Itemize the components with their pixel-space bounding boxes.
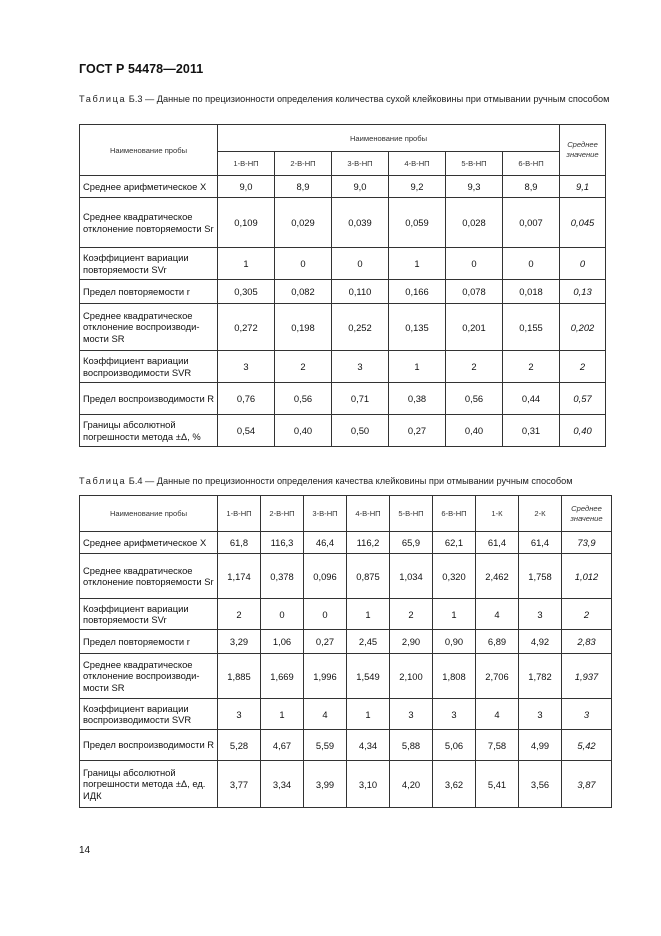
column-header: 3-В-НП (304, 496, 347, 532)
table-cell: 3 (433, 699, 476, 730)
table-cell: 46,4 (304, 532, 347, 554)
average-cell: 2,83 (562, 630, 612, 654)
row-label: Среднее арифметическое X (80, 532, 218, 554)
table-cell: 0,76 (218, 383, 275, 415)
table-row (80, 599, 612, 630)
average-cell: 1,937 (562, 654, 612, 699)
row-label: Границы абсолютной погрешности метода ±Δ, % (80, 415, 218, 447)
table-cell: 0,039 (332, 198, 389, 248)
column-header: 1-В-НП (218, 496, 261, 532)
table-cell: 2,90 (390, 630, 433, 654)
column-header: 5-В-НП (390, 496, 433, 532)
table-cell: 0,155 (503, 304, 560, 351)
column-header: 2-В-НП (275, 152, 332, 176)
table-cell: 0 (275, 248, 332, 280)
table-cell: 0,028 (446, 198, 503, 248)
table-cell: 5,06 (433, 730, 476, 761)
table-cell: 0,059 (389, 198, 446, 248)
row-label: Предел повторяемости r (80, 280, 218, 304)
table-cell: 61,8 (218, 532, 261, 554)
table-cell: 0 (503, 248, 560, 280)
table-cell: 9,0 (332, 176, 389, 198)
table-cell: 2 (390, 599, 433, 630)
table-b4 (79, 495, 612, 808)
table-b3-caption-text: Б.3 — Данные по прецизионности определения количества сухой клейковины при отмывании ручным способом (126, 94, 610, 104)
table-cell: 0,40 (446, 415, 503, 447)
row-label: Среднее квадратическое отклонение воспроизводи-мости SR (80, 654, 218, 699)
column-header: 4-В-НП (347, 496, 390, 532)
average-cell: 3,87 (562, 761, 612, 808)
page-number: 14 (79, 845, 91, 856)
table-cell: 1 (261, 699, 304, 730)
table-cell: 0,56 (446, 383, 503, 415)
table-b4-header-row (80, 496, 612, 532)
table-cell: 4 (476, 699, 519, 730)
table-row (80, 280, 606, 304)
table-cell: 7,58 (476, 730, 519, 761)
table-cell: 8,9 (275, 176, 332, 198)
average-cell: 0,40 (560, 415, 606, 447)
table-cell: 1,808 (433, 654, 476, 699)
table-cell: 61,4 (519, 532, 562, 554)
table-cell: 0,90 (433, 630, 476, 654)
table-cell: 0,44 (503, 383, 560, 415)
table-row (80, 304, 606, 351)
table-b4-caption (79, 475, 624, 488)
table-cell: 4,34 (347, 730, 390, 761)
table-row (80, 630, 612, 654)
average-header: Среднее значение (562, 496, 612, 532)
table-cell: 1,885 (218, 654, 261, 699)
table-cell: 0 (446, 248, 503, 280)
table-cell: 65,9 (390, 532, 433, 554)
average-cell: 0,13 (560, 280, 606, 304)
table-cell: 1,996 (304, 654, 347, 699)
table-cell: 1,782 (519, 654, 562, 699)
table-cell: 0,018 (503, 280, 560, 304)
average-cell: 0,57 (560, 383, 606, 415)
table-cell: 2 (218, 599, 261, 630)
average-cell: 2 (562, 599, 612, 630)
table-cell: 3,34 (261, 761, 304, 808)
table-cell: 0,201 (446, 304, 503, 351)
column-header: 5-В-НП (446, 152, 503, 176)
column-header: 1-В-НП (218, 152, 275, 176)
table-cell: 1,174 (218, 554, 261, 599)
table-cell: 0,38 (389, 383, 446, 415)
table-cell: 9,0 (218, 176, 275, 198)
table-cell: 9,2 (389, 176, 446, 198)
table-b3-body (80, 176, 606, 447)
table-cell: 1 (433, 599, 476, 630)
table-cell: 1,549 (347, 654, 390, 699)
table-cell: 2 (503, 351, 560, 383)
table-cell: 2,462 (476, 554, 519, 599)
sample-name-header: Наименование пробы (80, 496, 218, 532)
table-cell: 1,034 (390, 554, 433, 599)
row-label: Предел повторяемости r (80, 630, 218, 654)
table-cell: 2 (275, 351, 332, 383)
table-cell: 0,54 (218, 415, 275, 447)
average-cell: 2 (560, 351, 606, 383)
table-cell: 3 (218, 351, 275, 383)
table-cell: 9,3 (446, 176, 503, 198)
table-row (80, 351, 606, 383)
table-cell: 0,078 (446, 280, 503, 304)
average-cell: 3 (562, 699, 612, 730)
row-label: Коэффициент вариации воспроизводимости SVR (80, 351, 218, 383)
table-b4-caption-text: Б.4 — Данные по прецизионности определения качества клейковины при отмывании ручным способом (126, 476, 573, 486)
table-cell: 0,166 (389, 280, 446, 304)
table-cell: 62,1 (433, 532, 476, 554)
table-cell: 0,40 (275, 415, 332, 447)
column-header: 4-В-НП (389, 152, 446, 176)
row-label: Среднее квадратическое отклонение повторяемости Sr (80, 554, 218, 599)
column-header: 2-К (519, 496, 562, 532)
table-b3 (79, 124, 606, 447)
table-cell: 0,71 (332, 383, 389, 415)
table-cell: 0,082 (275, 280, 332, 304)
table-cell: 3,10 (347, 761, 390, 808)
table-cell: 3,56 (519, 761, 562, 808)
sample-group-header: Наименование пробы (218, 125, 560, 152)
table-cell: 0,109 (218, 198, 275, 248)
table-cell: 0,50 (332, 415, 389, 447)
table-cell: 3 (519, 599, 562, 630)
table-cell: 2,706 (476, 654, 519, 699)
row-label: Коэффициент вариации повторяемости SVr (80, 248, 218, 280)
row-label: Предел воспроизводимости R (80, 730, 218, 761)
table-row (80, 248, 606, 280)
row-label: Среднее квадратическое отклонение воспроизводи-мости SR (80, 304, 218, 351)
row-label: Среднее арифметическое X (80, 176, 218, 198)
table-cell: 4,99 (519, 730, 562, 761)
table-b3-caption-label: Таблица (79, 94, 127, 104)
table-cell: 2,100 (390, 654, 433, 699)
table-cell: 116,3 (261, 532, 304, 554)
table-cell: 6,89 (476, 630, 519, 654)
table-cell: 0,007 (503, 198, 560, 248)
table-cell: 5,28 (218, 730, 261, 761)
table-cell: 0,27 (389, 415, 446, 447)
table-cell: 4 (476, 599, 519, 630)
table-cell: 1 (218, 248, 275, 280)
table-row (80, 415, 606, 447)
average-cell: 73,9 (562, 532, 612, 554)
table-cell: 0,252 (332, 304, 389, 351)
table-cell: 5,88 (390, 730, 433, 761)
row-label: Среднее квадратическое отклонение повторяемости Sr (80, 198, 218, 248)
table-cell: 1 (347, 699, 390, 730)
table-cell: 3 (218, 699, 261, 730)
table-row (80, 654, 612, 699)
table-cell: 0 (332, 248, 389, 280)
table-cell: 0,305 (218, 280, 275, 304)
table-cell: 1,06 (261, 630, 304, 654)
table-cell: 4 (304, 699, 347, 730)
table-row (80, 699, 612, 730)
table-cell: 0 (261, 599, 304, 630)
table-cell: 0,272 (218, 304, 275, 351)
column-header: 6-В-НП (503, 152, 560, 176)
table-row (80, 730, 612, 761)
table-cell: 1 (347, 599, 390, 630)
table-cell: 0,875 (347, 554, 390, 599)
table-cell: 0,029 (275, 198, 332, 248)
table-cell: 4,67 (261, 730, 304, 761)
table-cell: 8,9 (503, 176, 560, 198)
table-row (80, 554, 612, 599)
table-cell: 2,45 (347, 630, 390, 654)
table-cell: 0,27 (304, 630, 347, 654)
average-cell: 0,202 (560, 304, 606, 351)
table-cell: 1,669 (261, 654, 304, 699)
table-cell: 5,41 (476, 761, 519, 808)
table-cell: 3 (519, 699, 562, 730)
table-cell: 1 (389, 351, 446, 383)
table-cell: 0,096 (304, 554, 347, 599)
column-header: 2-В-НП (261, 496, 304, 532)
column-header: 3-В-НП (332, 152, 389, 176)
table-cell: 0,198 (275, 304, 332, 351)
average-header: Среднее значение (560, 125, 606, 176)
column-header: 1-К (476, 496, 519, 532)
column-header: 6-В-НП (433, 496, 476, 532)
table-cell: 0,378 (261, 554, 304, 599)
table-cell: 61,4 (476, 532, 519, 554)
average-cell: 1,012 (562, 554, 612, 599)
table-cell: 0,135 (389, 304, 446, 351)
table-cell: 0,110 (332, 280, 389, 304)
table-cell: 4,92 (519, 630, 562, 654)
average-cell: 5,42 (562, 730, 612, 761)
table-cell: 3,29 (218, 630, 261, 654)
row-label: Предел воспроизводимости R (80, 383, 218, 415)
table-cell: 3,77 (218, 761, 261, 808)
table-cell: 116,2 (347, 532, 390, 554)
table-cell: 3 (390, 699, 433, 730)
table-cell: 1 (389, 248, 446, 280)
row-label: Коэффициент вариации повторяемости SVr (80, 599, 218, 630)
table-b3-caption (79, 93, 619, 106)
table-row (80, 198, 606, 248)
table-row (80, 383, 606, 415)
sample-name-header: Наименование пробы (80, 125, 218, 176)
document-number: ГОСТ Р 54478—2011 (79, 62, 204, 76)
table-b4-caption-label: Таблица (79, 476, 127, 486)
table-row (80, 761, 612, 808)
average-cell: 9,1 (560, 176, 606, 198)
table-cell: 2 (446, 351, 503, 383)
row-label: Коэффициент вариации воспроизводимости SVR (80, 699, 218, 730)
table-cell: 0 (304, 599, 347, 630)
table-cell: 4,20 (390, 761, 433, 808)
table-b4-body (80, 532, 612, 808)
table-cell: 0,31 (503, 415, 560, 447)
table-row (80, 532, 612, 554)
table-row (80, 176, 606, 198)
table-cell: 3,62 (433, 761, 476, 808)
row-label: Границы абсолютной погрешности метода ±Δ, ед. ИДК (80, 761, 218, 808)
table-cell: 5,59 (304, 730, 347, 761)
table-cell: 0,56 (275, 383, 332, 415)
table-cell: 1,758 (519, 554, 562, 599)
table-cell: 3 (332, 351, 389, 383)
table-cell: 0,320 (433, 554, 476, 599)
average-cell: 0,045 (560, 198, 606, 248)
table-cell: 3,99 (304, 761, 347, 808)
average-cell: 0 (560, 248, 606, 280)
